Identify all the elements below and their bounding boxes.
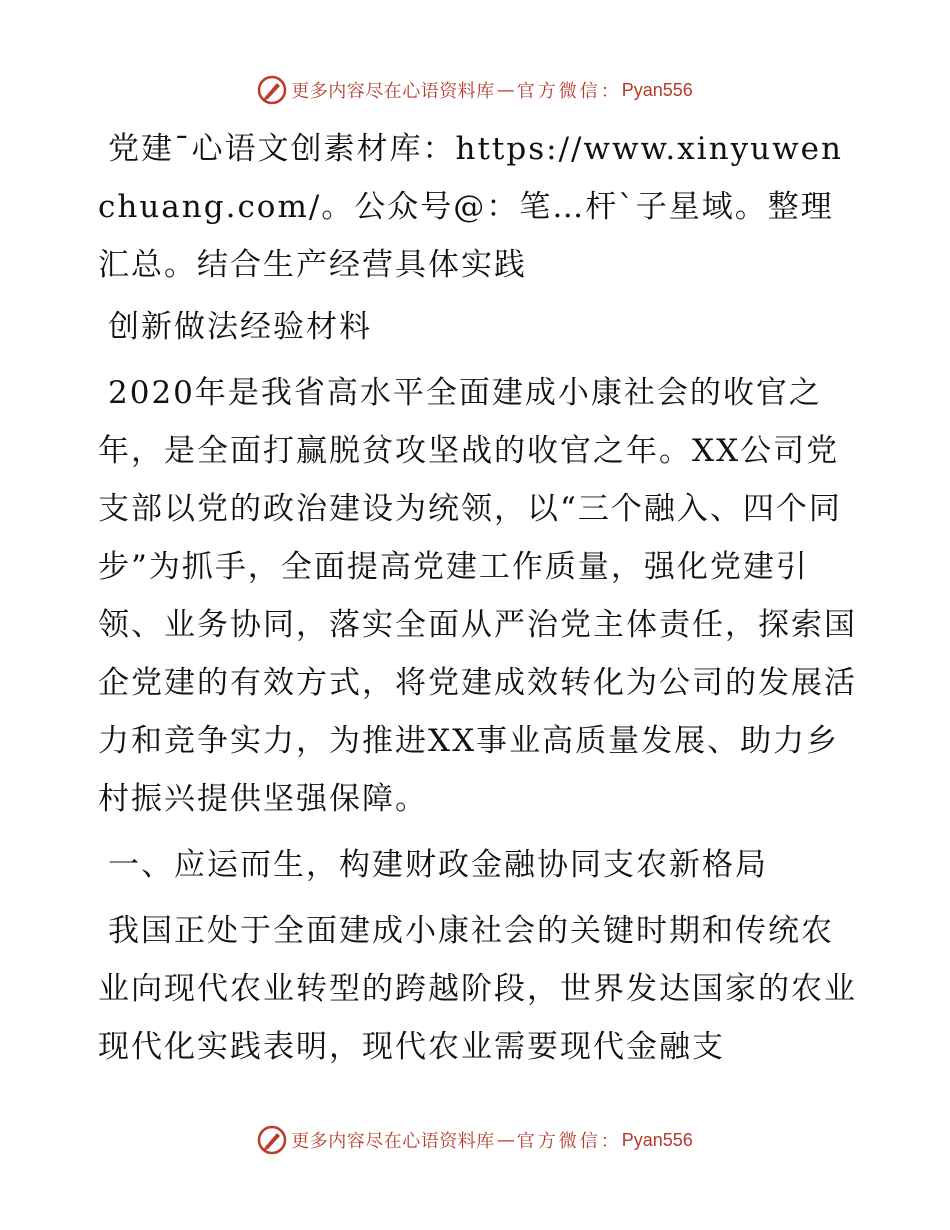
watermark-wechat-label: 官方微信： — [516, 1131, 622, 1152]
paragraph-title: 创新做法经验材料 — [108, 309, 372, 345]
watermark-account: Pyan556 — [621, 79, 693, 100]
document-body — [98, 120, 858, 1076]
watermark-main-text: 更多内容尽在心语资料库 — [291, 81, 495, 102]
watermark-main-text: 更多内容尽在心语资料库 — [291, 1131, 495, 1152]
watermark-wechat-label: 官方微信： — [516, 81, 622, 102]
pen-logo-icon — [257, 1125, 287, 1155]
watermark-separator: — — [496, 1129, 515, 1151]
pen-logo-icon — [257, 75, 287, 105]
watermark-account: Pyan556 — [621, 1129, 693, 1150]
footer-watermark — [0, 1124, 950, 1156]
paragraph-source-note: 党建¯心语文创素材库：https://www.xinyuwenchuang.com/。公众号@：笔…杆`子星域。整理汇总。结合生产经营具体实践 — [98, 131, 843, 283]
header-watermark — [0, 74, 950, 106]
paragraph-section-1: 我国正处于全面建成小康社会的关键时期和传统农业向现代农业转型的跨越阶段，世界发达国家的农业现代化实践表明，现代农业需要现代金融支 — [98, 913, 857, 1065]
watermark-separator: — — [496, 79, 515, 101]
section-heading-1: 一、应运而生，构建财政金融协同支农新格局 — [108, 847, 768, 883]
paragraph-intro: 2020年是我省高水平全面建成小康社会的收官之年，是全面打赢脱贫攻坚战的收官之年。XX公司党支部以党的政治建设为统领，以“三个融入、四个同步”为抓手，全面提高党建工作质量，强化党建引领、业务协同，落实全面从严治党主体责任，探索国企党建的有效方式，将党建成效转化为公司的发展活力和竞争实力，为推进XX事业高质量发展、助力乡村振兴提供坚强保障。 — [98, 375, 857, 817]
